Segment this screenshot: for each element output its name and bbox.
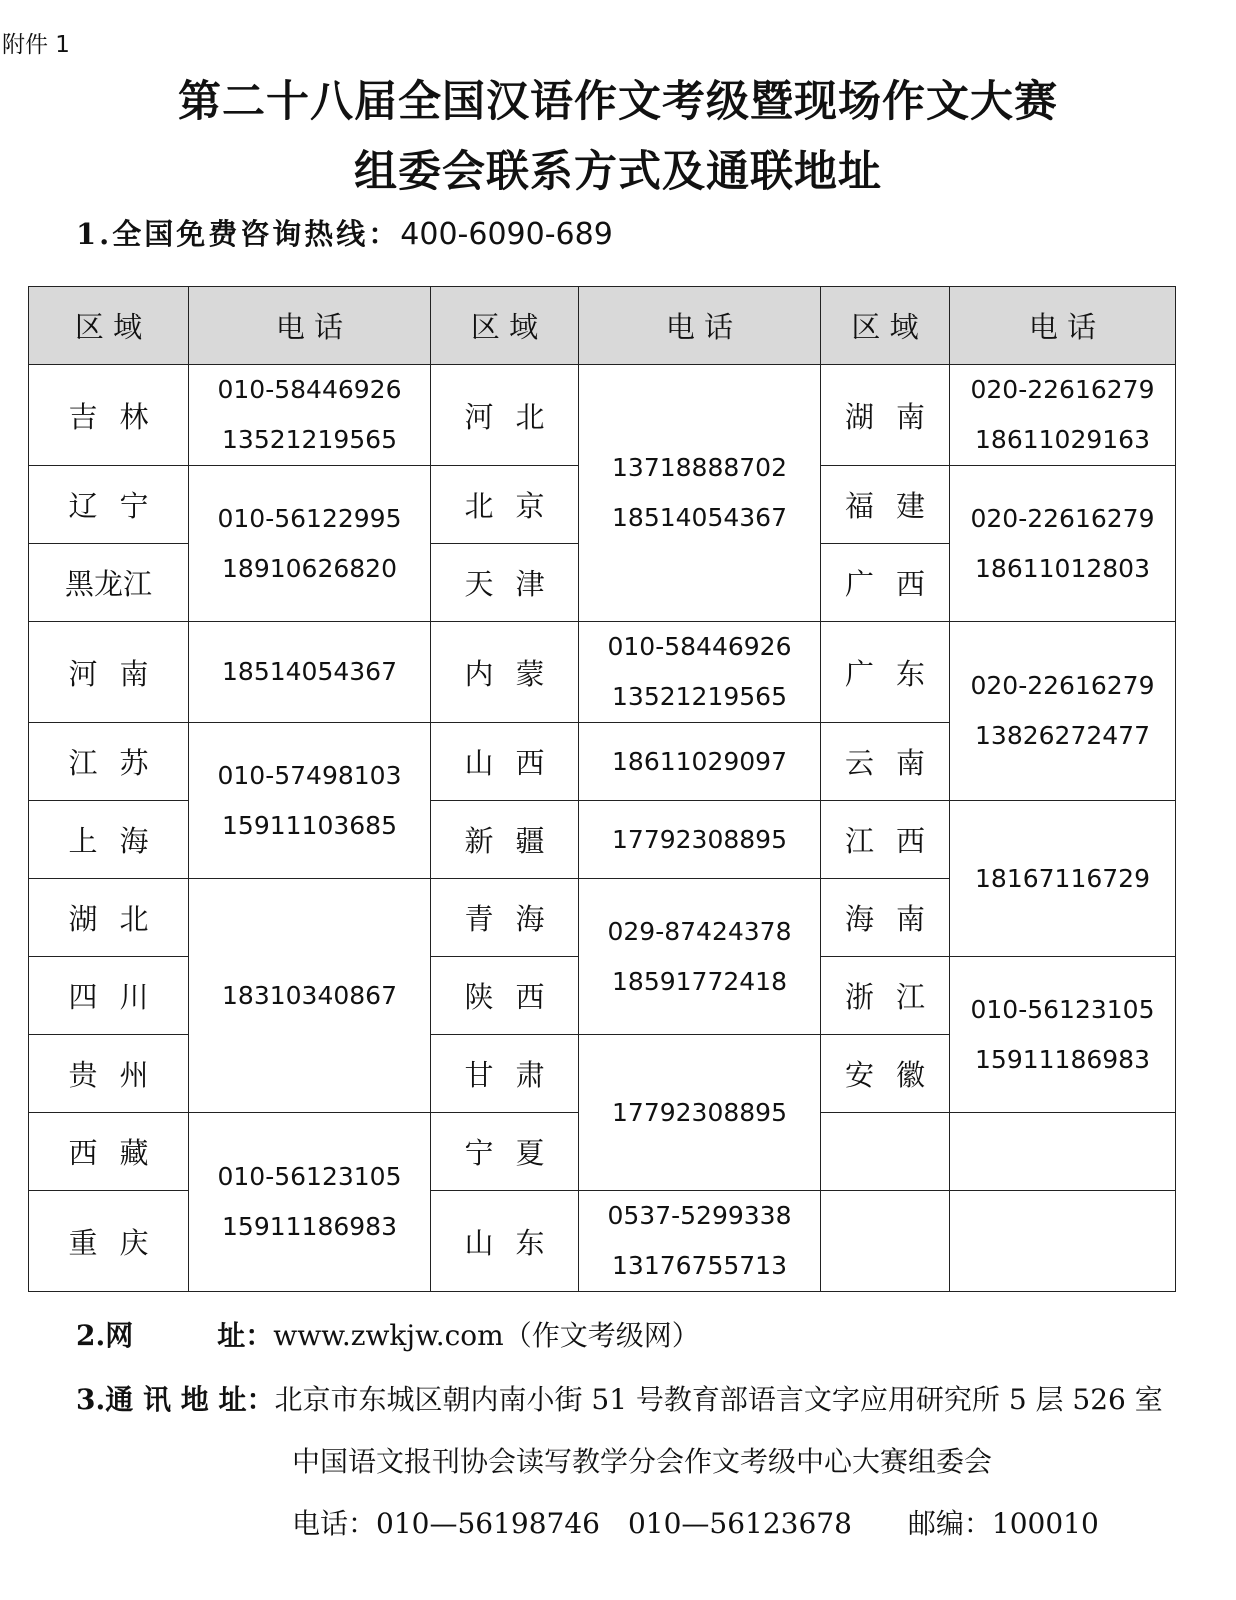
address-label: 3.通 讯 地 址： bbox=[76, 1383, 275, 1416]
phone-cell: 010-58446926 13521219565 bbox=[579, 622, 821, 723]
region-cell: 江西 bbox=[821, 801, 950, 879]
region-cell: 四川 bbox=[29, 957, 189, 1035]
empty-cell bbox=[821, 1191, 950, 1292]
phone-cell: 17792308895 bbox=[579, 801, 821, 879]
region-cell: 海南 bbox=[821, 879, 950, 957]
region-cell: 重庆 bbox=[29, 1191, 189, 1292]
region-cell: 新疆 bbox=[431, 801, 579, 879]
region-cell: 天津 bbox=[431, 544, 579, 622]
region-cell: 云南 bbox=[821, 723, 950, 801]
hotline-number: 400-6090-689 bbox=[400, 217, 613, 252]
region-cell: 上海 bbox=[29, 801, 189, 879]
region-cell: 福建 bbox=[821, 466, 950, 544]
phone-cell: 010-56122995 18910626820 bbox=[189, 466, 431, 622]
website-value: www.zwkjw.com（作文考级网） bbox=[273, 1319, 700, 1352]
header-phone: 电 话 bbox=[950, 287, 1176, 365]
phone-cell: 17792308895 bbox=[579, 1035, 821, 1191]
region-cell: 甘肃 bbox=[431, 1035, 579, 1113]
title-line-1: 第二十八届全国汉语作文考级暨现场作文大赛 bbox=[178, 77, 1058, 127]
hotline bbox=[76, 212, 613, 253]
attachment-label: 附件 1 bbox=[2, 32, 70, 58]
empty-cell bbox=[950, 1191, 1176, 1292]
website-label: 2.网 址： bbox=[76, 1319, 274, 1352]
region-cell: 广东 bbox=[821, 622, 950, 723]
empty-cell bbox=[950, 1113, 1176, 1191]
phone-cell: 18611029097 bbox=[579, 723, 821, 801]
region-cell: 安徽 bbox=[821, 1035, 950, 1113]
table-header-row bbox=[29, 287, 1176, 365]
region-cell: 青海 bbox=[431, 879, 579, 957]
region-cell: 内蒙 bbox=[431, 622, 579, 723]
region-cell: 北京 bbox=[431, 466, 579, 544]
table-row bbox=[29, 365, 1176, 466]
header-region: 区 域 bbox=[29, 287, 189, 365]
header-phone: 电 话 bbox=[189, 287, 431, 365]
phone-cell: 010-57498103 15911103685 bbox=[189, 723, 431, 879]
header-region: 区 域 bbox=[821, 287, 950, 365]
organization-line: 中国语文报刊协会读写教学分会作文考级中心大赛组委会 bbox=[292, 1445, 993, 1478]
region-cell: 宁夏 bbox=[431, 1113, 579, 1191]
address-value: 北京市东城区朝内南小街 51 号教育部语言文字应用研究所 5 层 526 室 bbox=[274, 1383, 1163, 1416]
region-cell: 浙江 bbox=[821, 957, 950, 1035]
region-cell: 黑龙江 bbox=[29, 544, 189, 622]
contact-table bbox=[28, 286, 1176, 1292]
phone-cell: 010-58446926 13521219565 bbox=[189, 365, 431, 466]
address-line bbox=[76, 1378, 1163, 1418]
region-cell: 西藏 bbox=[29, 1113, 189, 1191]
empty-cell bbox=[821, 1113, 950, 1191]
title-line-2: 组委会联系方式及通联地址 bbox=[354, 147, 882, 197]
phone-cell: 010-56123105 15911186983 bbox=[189, 1113, 431, 1292]
region-cell: 山西 bbox=[431, 723, 579, 801]
phone-cell: 18514054367 bbox=[189, 622, 431, 723]
region-cell: 吉林 bbox=[29, 365, 189, 466]
phone-cell: 029-87424378 18591772418 bbox=[579, 879, 821, 1035]
region-cell: 江苏 bbox=[29, 723, 189, 801]
phone-cell: 020-22616279 13826272477 bbox=[950, 622, 1176, 801]
region-cell: 陕西 bbox=[431, 957, 579, 1035]
phone-cell: 010-56123105 15911186983 bbox=[950, 957, 1176, 1113]
region-cell: 湖南 bbox=[821, 365, 950, 466]
region-cell: 山东 bbox=[431, 1191, 579, 1292]
region-cell: 辽宁 bbox=[29, 466, 189, 544]
table-row bbox=[29, 622, 1176, 723]
region-cell: 河南 bbox=[29, 622, 189, 723]
phone-cell: 18167116729 bbox=[950, 801, 1176, 957]
header-region: 区 域 bbox=[431, 287, 579, 365]
phone-cell: 13718888702 18514054367 bbox=[579, 365, 821, 622]
phone-cell: 0537-5299338 13176755713 bbox=[579, 1191, 821, 1292]
phone-cell: 020-22616279 18611029163 bbox=[950, 365, 1176, 466]
region-cell: 贵州 bbox=[29, 1035, 189, 1113]
phone-cell: 020-22616279 18611012803 bbox=[950, 466, 1176, 622]
region-cell: 河北 bbox=[431, 365, 579, 466]
region-cell: 广西 bbox=[821, 544, 950, 622]
hotline-label: 1.全国免费咨询热线： bbox=[76, 217, 401, 251]
contact-line: 电话：010—56198746 010—56123678 邮编：100010 bbox=[292, 1507, 1099, 1540]
header-phone: 电 话 bbox=[579, 287, 821, 365]
website-line bbox=[76, 1314, 700, 1354]
phone-cell: 18310340867 bbox=[189, 879, 431, 1113]
region-cell: 湖北 bbox=[29, 879, 189, 957]
